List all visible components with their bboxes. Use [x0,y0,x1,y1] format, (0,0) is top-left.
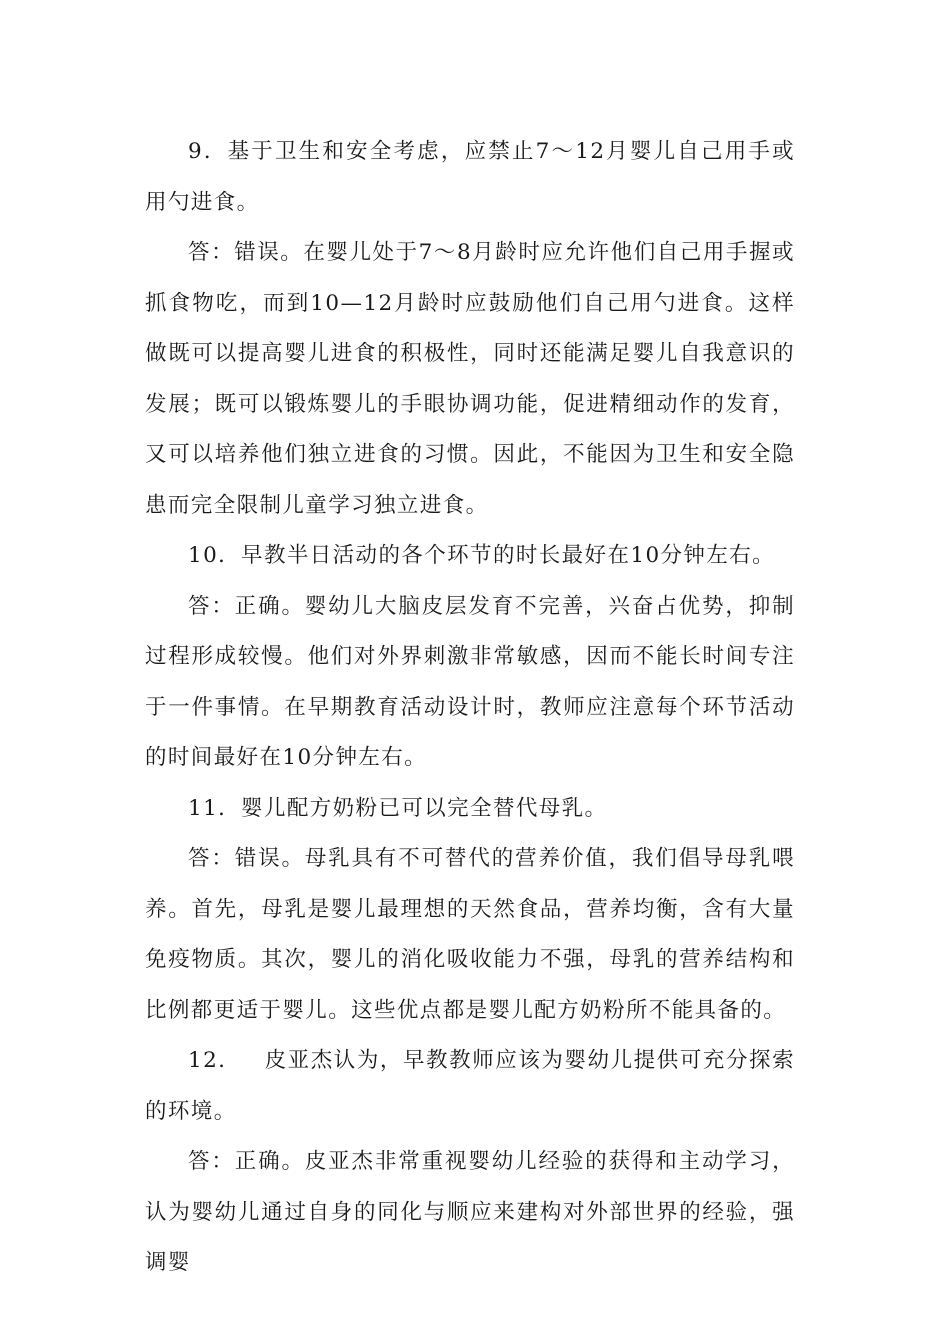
answer-11: 答：错误。母乳具有不可替代的营养价值，我们倡导母乳喂养。首先，母乳是婴儿最理想的天然食品，营养均衡，含有大量免疫物质。其次，婴儿的消化吸收能力不强，母乳的营养结构和比例都更适于婴儿。这些优点都是婴儿配方奶粉所不能具备的。 [145,846,795,1023]
document-body [145,127,795,1289]
question-10: 10．早教半日活动的各个环节的时长最好在10分钟左右。 [188,543,776,568]
answer-10: 答：正确。婴幼儿大脑皮层发育不完善，兴奋占优势，抑制过程形成较慢。他们对外界刺激非常敏感，因而不能长时间专注于一件事情。在早期教育活动设计时，教师应注意每个环节活动的时间最好在10分钟左右。 [145,593,795,770]
question-12 [145,1036,795,1137]
question-11: 11．婴儿配方奶粉已可以完全替代母乳。 [188,795,608,821]
answer-12: 答：正确。皮亚杰非常重视婴幼儿经验的获得和主动学习，认为婴幼儿通过自身的同化与顺应来建构对外部世界的经验，强调婴 [145,1149,795,1275]
answer-9: 答：错误。在婴儿处于7～8月龄时应允许他们自己用手握或抓食物吃，而到10—12月龄时应鼓励他们自己用勺进食。这样做既可以提高婴儿进食的积极性，同时还能满足婴儿自我意识的发展；既可以锻炼婴儿的手眼协调功能，促进精细动作的发育，又可以培养他们独立进食的习惯。因此，不能因为卫生和安全隐患而完全限制儿童学习独立进食。 [145,240,795,518]
question-12-number: 12. [188,1048,227,1073]
question-12-text: 皮亚杰认为，早教教师应该为婴幼儿提供可充分探索的环境。 [145,1048,795,1124]
question-9: 9．基于卫生和安全考虑，应禁止7～12月婴儿自己用手或用勺进食。 [145,139,795,215]
